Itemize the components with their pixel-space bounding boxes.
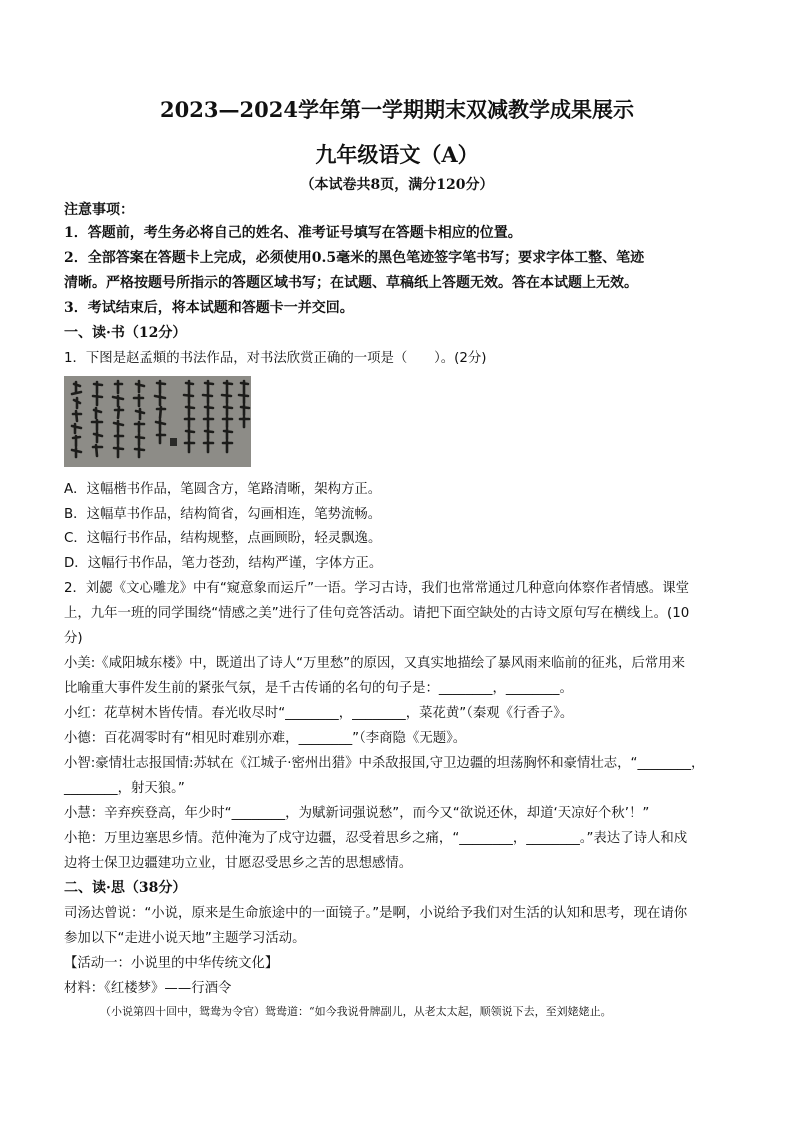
- xiaozhi-line-1: 小智:豪情壮志报国情:苏轼在《江城子·密州出猎》中杀敌报国,守卫边疆的坦荡胸怀和豪情壮志，“________，: [64, 756, 705, 771]
- xiaoyan-line-2: 边将士保卫边疆建功立业，甘愿忍受思乡之苦的思想感情。: [64, 856, 413, 871]
- notice-item-3: 3．考试结束后，将本试题和答题卡一并交回。: [64, 300, 354, 316]
- question-2-line-2: 上，九年一班的同学围绕“情感之美”进行了佳句竞答活动。请把下面空缺处的古诗文原句写在横线上。(10: [64, 606, 690, 621]
- activity-1-heading: 【活动一：小说里的中华传统文化】: [64, 956, 279, 971]
- notice-item-2-line-1: 2．全部答案在答题卡上完成，必须使用0.5毫米的黑色笔迹签字笔书写；要求字体工整、笔迹: [64, 250, 645, 266]
- section-2-intro-line-2: 参加以下“走进小说天地”主题学习活动。: [64, 931, 306, 946]
- question-2-line-1: 2．刘勰《文心雕龙》中有“窥意象而运斤”一语。学习古诗，我们也常常通过几种意向体察作者情感。课堂: [64, 581, 689, 596]
- xiaoyan-line-1: 小艳：万里边塞思乡情。范仲淹为了戍守边疆，忍受着思乡之痛，“________，________。”表达了诗人和戍: [64, 831, 688, 846]
- section-2-heading: 二、读·思（38分）: [64, 880, 187, 896]
- material-line: 材料：《红楼梦》——行酒令: [64, 981, 232, 996]
- xiaozhi-line-2: ________，射天狼。”: [64, 781, 185, 796]
- notice-item-1: 1．答题前，考生务必将自己的姓名、准考证号填写在答题卡相应的位置。: [64, 225, 522, 241]
- xiaohui-line: 小慧：辛弃疾登高，年少时“________，为赋新词强说愁”，而今又“欲说还休，却道‘天凉好个秋’！”: [64, 806, 650, 821]
- question-2-line-3: 分): [64, 631, 83, 646]
- xiaohong-line: 小红：花草树木皆传情。春光收尽时“________，________，菜花黄”（秦观《行香子》。: [64, 706, 574, 721]
- calligraphy-image: [64, 376, 251, 467]
- notice-item-2-line-2: 清晰。严格按题号所指示的答题区域书写；在试题、草稿纸上答题无效。答在本试题上无效。: [64, 275, 638, 291]
- notice-heading: 注意事项：: [64, 202, 134, 218]
- section-1-heading: 一、读·书（12分）: [64, 325, 187, 341]
- xiaomei-line-2: 比喻重大事件发生前的紧张气氛，是千古传诵的名句的句子是：________，________。: [64, 681, 573, 696]
- section-2-intro-line-1: 司汤达曾说：“小说，原来是生命旅途中的一面镜子。”是啊，小说给予我们对生活的认知和思考，现在请你: [64, 906, 688, 921]
- option-b: B．这幅草书作品，结构简省，勾画相连，笔势流畅。: [64, 507, 382, 522]
- xiaomei-line-1: 小美:《咸阳城东楼》中，既道出了诗人“万里愁”的原因，又真实地描绘了暴风雨来临前的征兆，后常用来: [64, 656, 685, 671]
- option-c: C．这幅行书作品，结构规整，点画顾盼，轻灵飘逸。: [64, 531, 382, 546]
- subject-title: 九年级语文（A）: [315, 142, 479, 167]
- option-d: D．这幅行书作品，笔力苍劲，结构严谨，字体方正。: [64, 556, 383, 571]
- excerpt-line: （小说第四十回中，鸳鸯为令官）鸳鸯道：“如今我说骨牌副儿，从老太太起，顺领说下去，至刘姥姥止。: [100, 1005, 612, 1018]
- option-a: A．这幅楷书作品，笔圆含方，笔路清晰，架构方正。: [64, 482, 382, 497]
- question-1-stem: 1．下图是赵孟頫的书法作品，对书法欣赏正确的一项是（ ）。(2分): [64, 351, 487, 366]
- exam-note: （本试卷共8页，满分120分）: [300, 177, 494, 193]
- exam-title: 2023—2024学年第一学期期末双减教学成果展示: [160, 97, 634, 122]
- xiaode-line: 小德：百花凋零时有“相见时难别亦难，________”（李商隐《无题》。: [64, 731, 467, 746]
